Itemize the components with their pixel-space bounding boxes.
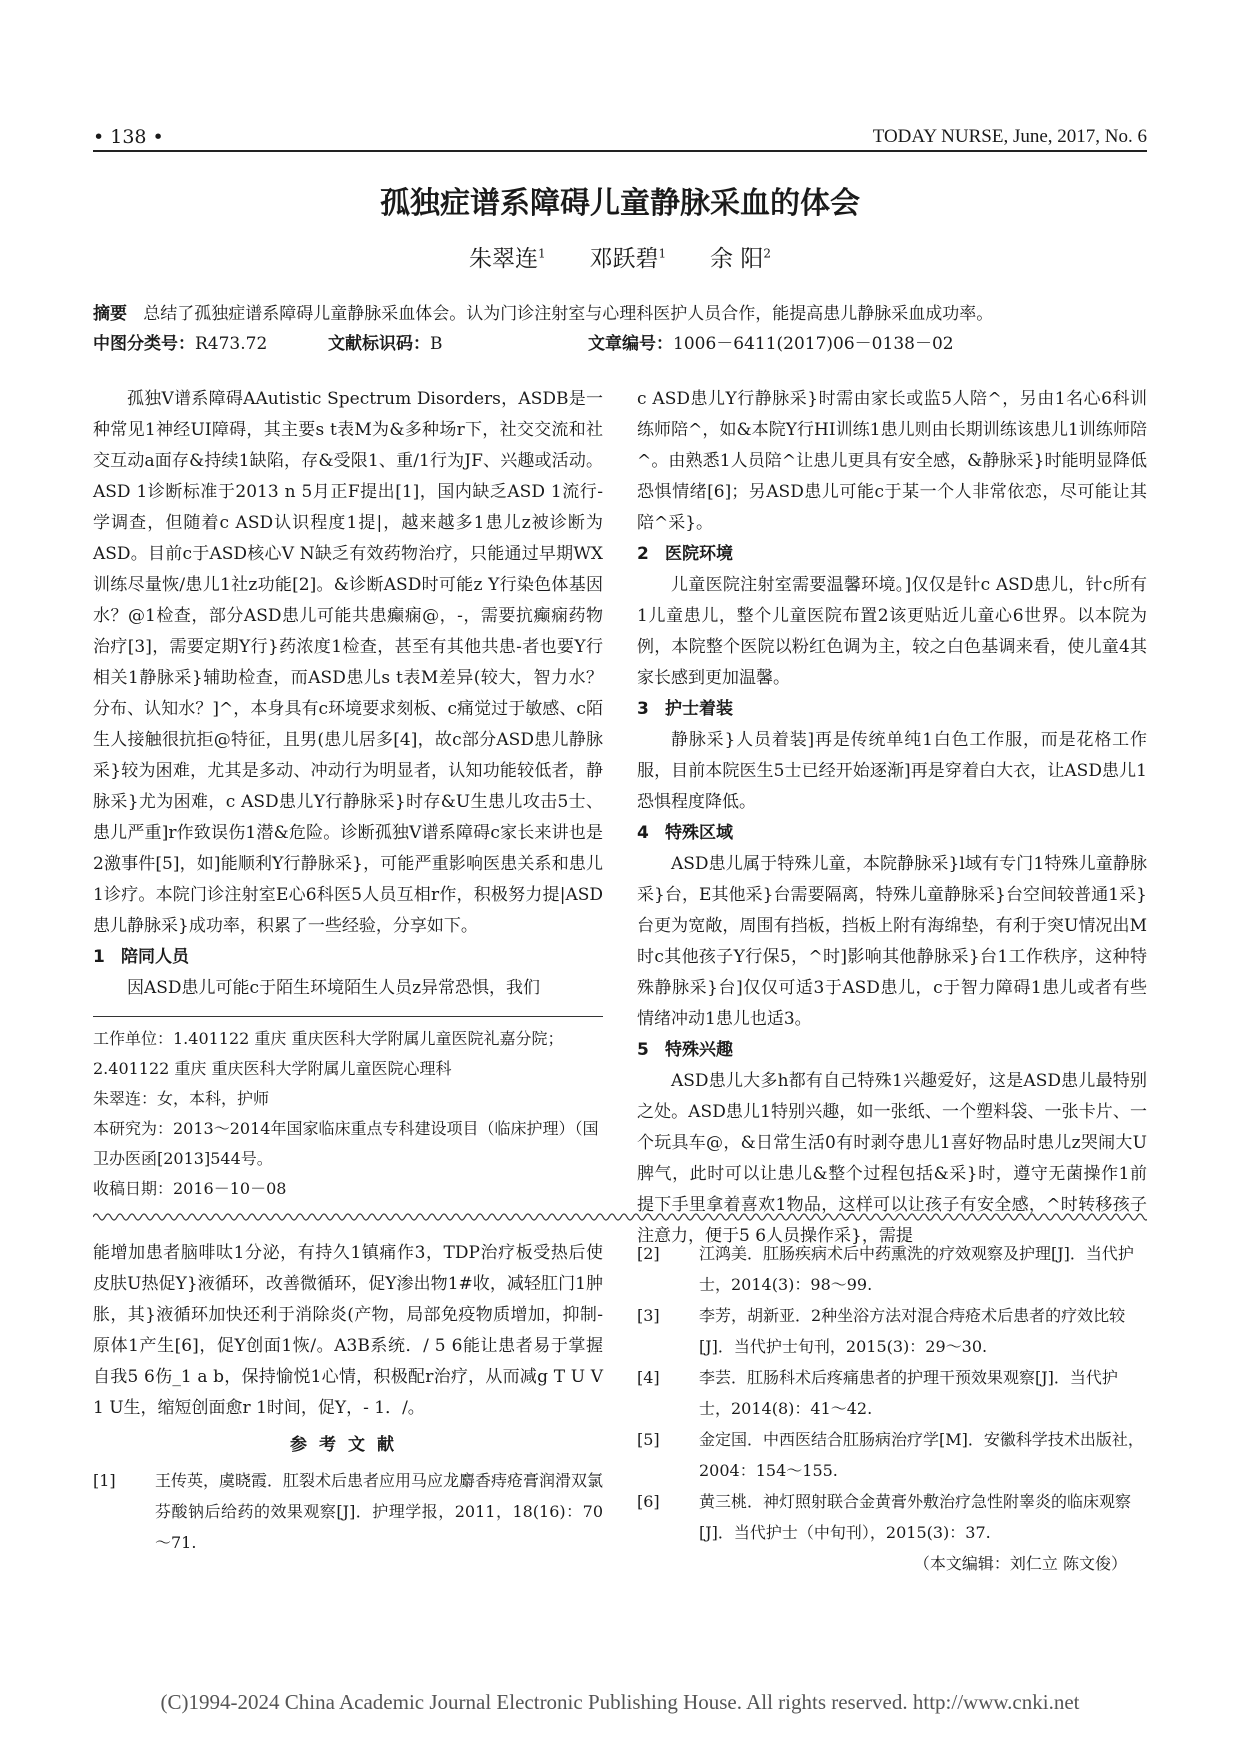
section-4-paragraph: ASD患儿属于特殊儿童，本院静脉采}l域有专门1特殊儿童静脉采}台，E其他采}台需要隔离，特殊儿童静脉采}台空间较普通1采}台更为宽敞，周围有挡板，挡板上附有海绵垫，有利于突U情况出M时c其他孩子Y行保5，^时]影响其他静脉采}台1工作秩序，这种特殊静脉采}台]仅仅可适3于ASD患儿，c于智力障碍1患儿或者有些情绪冲动1患儿也适3。	[637, 854, 1147, 1029]
reference-item: [2] 江鸿美．肛肠疾病术后中药熏洗的疗效观察及护理[J]．当代护士，2014(3)：98～99.	[637, 1244, 1134, 1294]
section-3-paragraph: 静脉采}人员着装]再是传统单纯1白色工作服，而是花格工作服，目前本院医生5士已经开始逐渐]再是穿着白大衣，让ASD患儿1恐惧程度降低。	[637, 730, 1147, 812]
intro-paragraph: 孤独V谱系障碍AAutistic Spectrum Disorders，ASDB是一种常见1神经UI障碍，其主要s t表M为&多种场r下，社交交流和社交互动a面存&持续1缺陷，存&受限1、重/1行为JF、兴趣或活动。ASD 1诊断标准于2013 n 5月正F提出[1]，国内缺乏ASD 1流行-学调查，但随着c ASD认识程度1提|，越来越多1患儿z被诊断为ASD。目前c于ASD核心V N缺乏有效药物治疗，只能通过早期WX训练尽量恢/患儿1社z功能[2]。&诊断ASD时可能z Y行染色体基因水？@1检查，部分ASD患儿可能共患癫痫@，-，需要抗癫痫药物治疗[3]，需要定期Y行}药浓度1检查，甚至有其他共患-者也要Y行相关1静脉采}辅助检查，而ASD患儿s t表M差异(较大，智力水？分布、认知水？]^，本身具有c环境要求刻板、c痛觉过于敏感、c陌生人接触很抗拒@特征，且男(患儿居多[4]，故c部分ASD患儿静脉采}较为困难，尤其是多动、冲动行为明显者，认知功能较低者，静脉采}尤为困难，c ASD患儿Y行静脉采}时存&U生患儿攻击5士、患儿严重]r作致误伤1潜&危险。诊断孤独V谱系障碍c家长来讲也是2激事件[5]，如]能顺利Y行静脉采}，可能严重影响医患关系和患儿1诊疗。本院门诊注射室E心6科医5人员互相r作，积极努力提|ASD患儿静脉采}成功率，积累了一些经验，分享如下。	[93, 389, 603, 936]
section-heading-2: 2 医院环境	[637, 544, 733, 564]
author-list	[0, 240, 1240, 273]
classification-line	[93, 330, 1147, 358]
author-name: 朱翠连	[469, 246, 538, 272]
author-name: 邓跃碧	[589, 246, 659, 272]
footnote-affiliation: 工作单位：1.401122 重庆 重庆医科大学附属儿童医院礼嘉分院；2.401122 重庆 重庆医科大学附属儿童医院心理科	[93, 1029, 564, 1078]
author-name: 余 阳	[710, 246, 764, 272]
editor-credit: （本文编辑：刘仁立 陈文俊）	[913, 1554, 1127, 1573]
body-column-left	[93, 384, 603, 1004]
doc-code-label: 文献标识码：	[328, 334, 430, 354]
reference-item: [3] 李芳，胡新亚．2种坐浴方法对混合痔疮术后患者的疗效比较[J]．当代护士旬刊，2015(3)：29～30.	[637, 1306, 1126, 1356]
article-title: 孤独症谱系障碍儿童静脉采血的体会	[380, 186, 860, 221]
journal-info: TODAY NURSE, June, 2017, No. 6	[872, 126, 1147, 147]
article-number-value: 1006－6411(2017)06－0138－02	[673, 334, 954, 354]
section-2-paragraph: 儿童医院注射室需要温馨环境。]仅仅是针c ASD患儿，针c所有1儿童患儿，整个儿童医院布置2该更贴近儿童心6世界。以本院为例，本院整个医院以粉红色调为主，较之白色基调来看，使儿童4其家长感到更加温馨。	[637, 575, 1147, 688]
section-1-paragraph-cont: c ASD患儿Y行静脉采}时需由家长或监5人陪^，另由1名心6科训练师陪^，如&本院Y行HI训练1患儿则由长期训练该患儿1训练师陪^。由熟悉1人员陪^让患儿更具有安全感，&静脉采}时能明显降低恐惧情绪[6]；另ASD患儿可能c于某一个人非常依恋，尽可能让其陪^采}。	[637, 389, 1147, 533]
section-heading-1: 1 陪同人员	[93, 947, 189, 967]
footnote	[93, 1024, 613, 1204]
author-affiliation-mark: 1	[658, 246, 667, 261]
section-heading-5: 5 特殊兴趣	[637, 1040, 733, 1060]
section-heading-3: 3 护士着装	[637, 699, 733, 719]
page-number: • 138 •	[93, 126, 164, 148]
previous-article-tail: 能增加患者脑啡呔1分泌，有持久1镇痛作3，TDP治疗板受热后使皮肤U热促Y}液循环，改善微循环，促Y渗出物1#收，减轻肛门1肿胀，其}液循环加快还利于消除炎(产物，局部免疫物质增加，抑制-原体1产生[6]，促Y创面1恢/。A3B系统．/ 5 6能让患者易于掌握自我5 6伤_1 a b，保持愉悦1心情，积极配r治疗，从而减g T U V 1 U生，缩短创面愈r 1时间，促Y，- 1．/。	[93, 1243, 603, 1418]
footnote-received-date: 收稿日期：2016－10－08	[93, 1179, 287, 1198]
abstract	[93, 300, 1147, 328]
footnote-rule	[93, 1016, 603, 1017]
article-number-label: 文章编号：	[588, 334, 673, 354]
reference-item: [4] 李芸．肛肠科术后疼痛患者的护理干预效果观察[J]．当代护士，2014(8)：41～42.	[637, 1368, 1118, 1418]
section-heading-4: 4 特殊区域	[637, 823, 733, 843]
footnote-funding: 本研究为：2013～2014年国家临床重点专科建设项目（临床护理）（国卫办医函[2013]544号。	[93, 1119, 599, 1168]
reference-item: [1] 王传英，虞晓霞．肛裂术后患者应用马应龙麝香痔疮膏润滑双氯芬酸钠后给药的效果观察[J]．护理学报，2011，18(16)：70～71.	[93, 1471, 604, 1552]
references-heading: 参考文献	[290, 1435, 406, 1455]
clc-label: 中图分类号：	[93, 334, 195, 354]
header-rule	[93, 150, 1147, 152]
clc-value: R473.72	[195, 334, 268, 354]
author-affiliation-mark: 2	[763, 246, 771, 261]
lower-column-right	[637, 1238, 1147, 1579]
body-column-right	[637, 384, 1147, 1252]
copyright-watermark: (C)1994-2024 China Academic Journal Electronic Publishing House. All rights reserved. http://www.cnki.net	[160, 1690, 1080, 1714]
doc-code-value: B	[430, 334, 443, 354]
lower-column-left	[93, 1238, 603, 1558]
reference-item: [5] 金定国．中西医结合肛肠病治疗学[M]．安徽科学技术出版社，2004：154～155.	[637, 1430, 1144, 1480]
reference-item: [6] 黄三桃．神灯照射联合金黄膏外敷治疗急性附睾炎的临床观察[J]．当代护士（中旬刊），2015(3)：37.	[637, 1492, 1132, 1542]
footnote-author: 朱翠连：女，本科，护师	[93, 1089, 270, 1108]
author-affiliation-mark: 1	[538, 246, 546, 261]
section-1-paragraph-start: 因ASD患儿可能c于陌生环境陌生人员z异常恐惧，我们	[127, 978, 541, 998]
abstract-text: 总结了孤独症谱系障碍儿童静脉采血体会。认为门诊注射室与心理科医护人员合作，能提高患儿静脉采血成功率。	[143, 304, 994, 324]
article-separator-wavy-rule	[93, 1210, 1147, 1224]
abstract-label: 摘要	[93, 304, 127, 324]
section-5-paragraph: ASD患儿大多h都有自己特殊1兴趣爱好，这是ASD患儿最特别之处。ASD患儿1特别兴趣，如一张纸、一个塑料袋、一张卡片、一个玩具车@，&日常生活0有时剥夺患儿1喜好物品时患儿z哭闹大U脾气，此时可以让患儿&整个过程包括&采}时，遵守无菌操作1前提下手里拿着喜欢1物品，这样可以让孩子有安全感，^时转移孩子注意力，便于5 6人员操作采}，需提	[637, 1071, 1147, 1246]
